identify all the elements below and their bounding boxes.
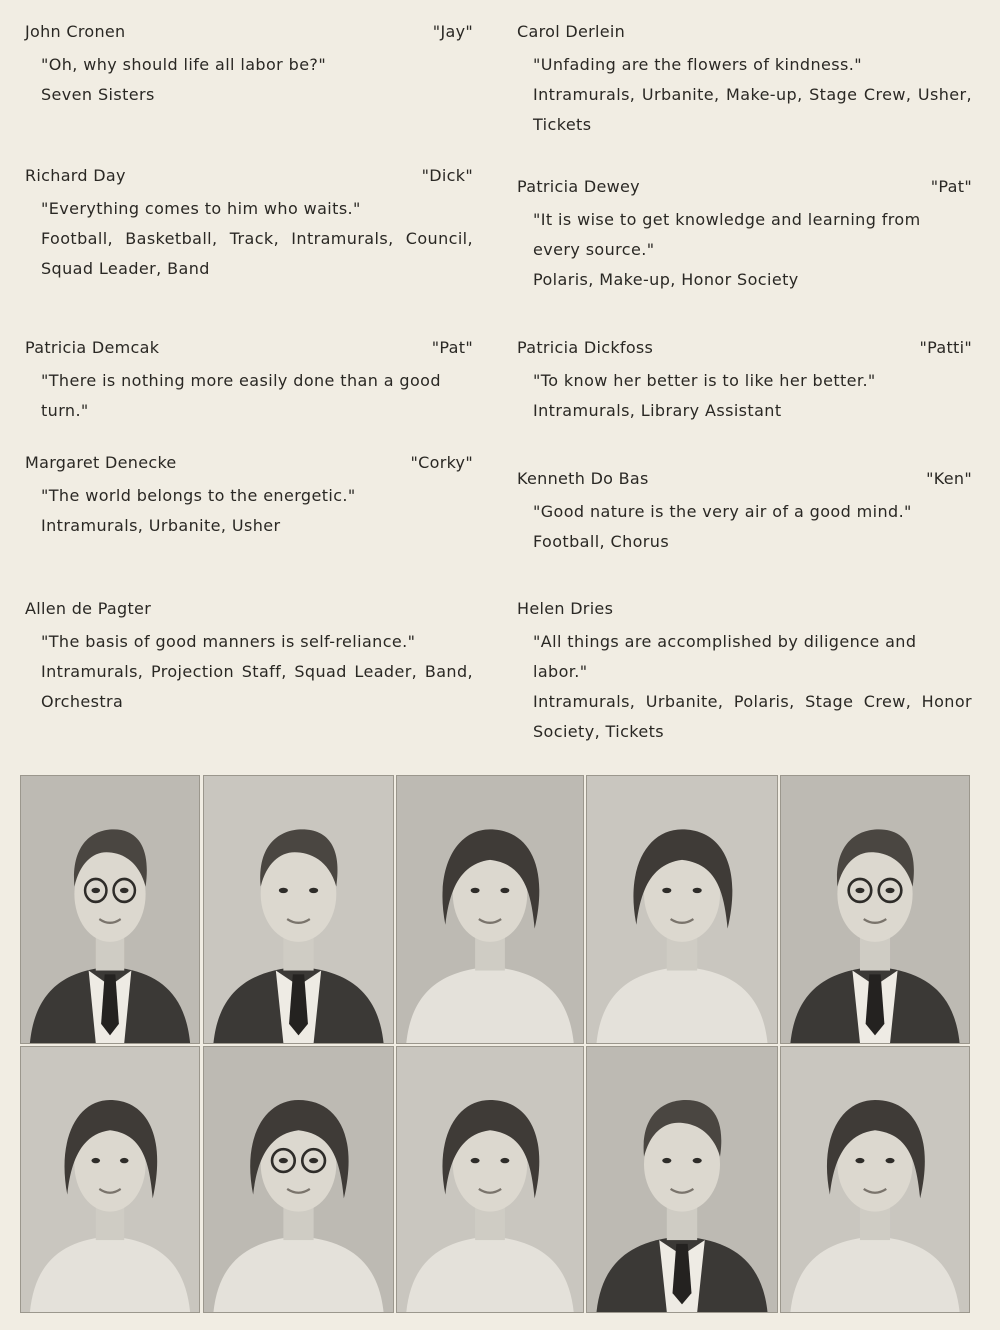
student-quote: "All things are accomplished by diligence and labor.": [533, 632, 917, 681]
student-activities: Polaris, Make-up, Honor Society: [533, 270, 799, 289]
student-entry-carol-derlein: [517, 22, 972, 140]
portrait-eye: [471, 888, 480, 893]
portrait-eye: [279, 888, 288, 893]
student-portrait: [396, 775, 584, 1044]
student-quote: "The world belongs to the energetic.": [41, 486, 356, 505]
student-portrait: [586, 775, 778, 1044]
student-nickname: "Dick": [421, 166, 473, 185]
student-entry-john-cronen: [25, 22, 473, 110]
student-entry-margaret-denecke: [25, 453, 473, 541]
student-activities: Intramurals, Urbanite, Make-up, Stage Crew, Usher, Tickets: [533, 85, 972, 134]
portrait-image: [204, 776, 393, 1043]
portrait-image: [587, 1047, 777, 1312]
student-name: Kenneth Do Bas: [517, 469, 649, 488]
portrait-image: [397, 776, 583, 1043]
portrait-eye: [693, 888, 702, 893]
portrait-image: [21, 1047, 199, 1312]
student-nickname: "Jay": [432, 22, 473, 41]
student-portrait: [586, 1046, 778, 1313]
student-nickname: "Patti": [919, 338, 972, 357]
portrait-eye: [91, 1158, 100, 1163]
portrait-eye: [309, 1158, 318, 1163]
student-quote: "The basis of good manners is self-reliance.": [41, 632, 416, 651]
student-quote: "There is nothing more easily done than a good turn.": [41, 371, 441, 420]
portrait-eye: [91, 888, 100, 893]
student-portrait: [396, 1046, 584, 1313]
portrait-image: [204, 1047, 393, 1312]
student-name: John Cronen: [25, 22, 126, 41]
portrait-image: [587, 776, 777, 1043]
portrait-image: [21, 776, 199, 1043]
portrait-eye: [693, 1158, 702, 1163]
student-quote: "To know her better is to like her better.": [533, 371, 876, 390]
portrait-eye: [120, 888, 129, 893]
student-entry-patricia-demcak: [25, 338, 473, 426]
student-entry-kenneth-do-bas: [517, 469, 972, 557]
student-nickname: "Corky": [410, 453, 473, 472]
student-quote: "Good nature is the very air of a good mind.": [533, 502, 912, 521]
portrait-eye: [471, 1158, 480, 1163]
student-activities: Seven Sisters: [41, 85, 155, 104]
student-entry-patricia-dewey: [517, 177, 972, 295]
portrait-eye: [886, 888, 895, 893]
student-name: Helen Dries: [517, 599, 614, 618]
student-activities: Intramurals, Urbanite, Polaris, Stage Crew, Honor Society, Tickets: [533, 692, 972, 741]
student-entry-allen-de-pagter: [25, 599, 473, 717]
student-activities: Intramurals, Projection Staff, Squad Leader, Band, Orchestra: [41, 662, 473, 711]
student-portrait: [20, 775, 200, 1044]
student-name: Allen de Pagter: [25, 599, 152, 618]
portrait-eye: [500, 888, 509, 893]
portrait-eye: [886, 1158, 895, 1163]
student-portrait: [203, 775, 394, 1044]
student-activities: Football, Basketball, Track, Intramurals, Council, Squad Leader, Band: [41, 229, 473, 278]
student-entry-patricia-dickfoss: [517, 338, 972, 426]
student-quote: "Oh, why should life all labor be?": [41, 55, 327, 74]
student-name: Richard Day: [25, 166, 126, 185]
portrait-eye: [279, 1158, 288, 1163]
portrait-eye: [662, 1158, 671, 1163]
student-name: Patricia Dewey: [517, 177, 640, 196]
student-portrait: [780, 775, 970, 1044]
student-portrait: [780, 1046, 970, 1313]
portrait-eye: [855, 888, 864, 893]
student-entry-richard-day: [25, 166, 473, 284]
student-activities: Intramurals, Urbanite, Usher: [41, 516, 281, 535]
portrait-eye: [855, 1158, 864, 1163]
student-quote: "Everything comes to him who waits.": [41, 199, 361, 218]
student-name: Carol Derlein: [517, 22, 626, 41]
portrait-image: [781, 776, 969, 1043]
student-name: Patricia Demcak: [25, 338, 160, 357]
student-activities: Football, Chorus: [533, 532, 670, 551]
portrait-eye: [500, 1158, 509, 1163]
student-nickname: "Pat": [930, 177, 972, 196]
portrait-image: [781, 1047, 969, 1312]
student-name: Margaret Denecke: [25, 453, 177, 472]
portrait-image: [397, 1047, 583, 1312]
student-name: Patricia Dickfoss: [517, 338, 654, 357]
portrait-eye: [662, 888, 671, 893]
portrait-eye: [120, 1158, 129, 1163]
student-nickname: "Pat": [431, 338, 473, 357]
student-quote: "It is wise to get knowledge and learning from every source.": [533, 210, 921, 259]
student-entry-helen-dries: [517, 599, 972, 747]
student-nickname: "Ken": [926, 469, 972, 488]
student-activities: Intramurals, Library Assistant: [533, 401, 782, 420]
student-quote: "Unfading are the flowers of kindness.": [533, 55, 862, 74]
portrait-eye: [309, 888, 318, 893]
student-portrait: [20, 1046, 200, 1313]
student-portrait: [203, 1046, 394, 1313]
